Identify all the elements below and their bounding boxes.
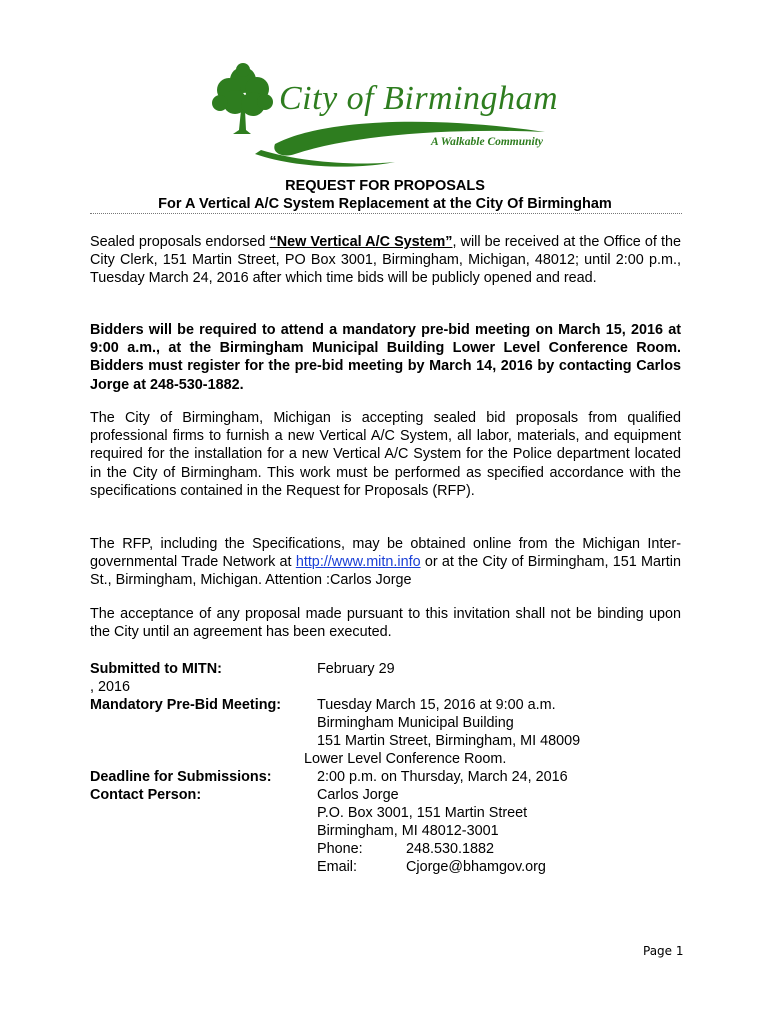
city-tagline: A Walkable Community xyxy=(431,136,544,148)
prebid-room: Lower Level Conference Room. xyxy=(304,751,507,767)
page-number: Page 1 xyxy=(643,944,684,958)
submitted-year: , 2016 xyxy=(90,679,131,695)
contact-email xyxy=(317,858,546,876)
contact-name: Carlos Jorge xyxy=(317,787,399,803)
paragraph1-lead: Sealed proposals endorsed xyxy=(90,234,270,250)
project-name: “New Vertical A/C System” xyxy=(269,234,453,250)
prebid-datetime: Tuesday March 15, 2016 at 9:00 a.m. xyxy=(317,697,556,713)
paragraph4-lead: The RFP, including the Specifications, may be obtained online from the Michigan Inter-governmental Trade Network at xyxy=(90,536,681,571)
paragraph1-rest: , will be received at the Office of the City Clerk, 151 Martin Street, PO Box 3001, Birmingham, Michigan, 48012; until 2:00 p.m., Tuesday March 24, 2016 after which time bids will be publicly opened and read. xyxy=(90,234,681,287)
paragraph-acceptance: The acceptance of any proposal made pursuant to this invitation shall not be binding upon the City until an agreement has been executed. xyxy=(90,606,681,641)
paragraph-sealed-proposals xyxy=(90,233,681,288)
paragraph-scope: The City of Birmingham, Michigan is accepting sealed bid proposals from qualified professional firms to furnish a new Vertical A/C System, all labor, materials, and equipment required for the installation for a new Vertical A/C System for the Police department located in the City of Birmingham. This work must be performed as specified accordance with the specifications contained in the Request for Proposals (RFP). xyxy=(90,410,681,499)
contact-label: Contact Person: xyxy=(90,787,202,803)
paragraph4-rest: or at the City of Birmingham, 151 Martin St., Birmingham, Michigan. Attention :Carlos Jorge xyxy=(90,554,681,589)
mitn-link[interactable]: http://www.mitn.info xyxy=(295,554,421,571)
city-logo xyxy=(205,58,575,173)
paragraph-rfp-availability xyxy=(90,535,681,590)
document-subtitle: For A Vertical A/C System Replacement at the City Of Birmingham xyxy=(158,196,612,212)
phone-label: Phone: xyxy=(317,841,363,857)
phone-value: 248.530.1882 xyxy=(406,841,495,857)
email-value: Cjorge@bhamgov.org xyxy=(406,859,546,875)
header-divider xyxy=(90,213,682,214)
city-name: City of Birmingham xyxy=(279,80,559,117)
email-label: Email: xyxy=(317,859,357,875)
paragraph-prebid-meeting: Bidders will be required to attend a mandatory pre-bid meeting on March 15, 2016 at 9:00 a.m., at the Birmingham Municipal Building Lower Level Conference Room. Bidders must register for the pre-bid meeting by March 14, 2016 by contacting Carlos Jorge at 248-530-1882. xyxy=(90,322,681,393)
prebid-label: Mandatory Pre-Bid Meeting: xyxy=(90,697,282,713)
document-title: REQUEST FOR PROPOSALS xyxy=(285,178,485,194)
prebid-address: 151 Martin Street, Birmingham, MI 48009 xyxy=(317,733,581,749)
deadline-label: Deadline for Submissions: xyxy=(90,769,272,785)
submitted-label: Submitted to MITN: xyxy=(90,661,222,677)
contact-address-line1: P.O. Box 3001, 151 Martin Street xyxy=(317,805,528,821)
submitted-value: February 29 xyxy=(317,661,395,677)
deadline-value: 2:00 p.m. on Thursday, March 24, 2016 xyxy=(317,769,568,785)
contact-phone xyxy=(317,840,494,858)
prebid-building: Birmingham Municipal Building xyxy=(317,715,514,731)
contact-address-line2: Birmingham, MI 48012-3001 xyxy=(317,823,499,839)
